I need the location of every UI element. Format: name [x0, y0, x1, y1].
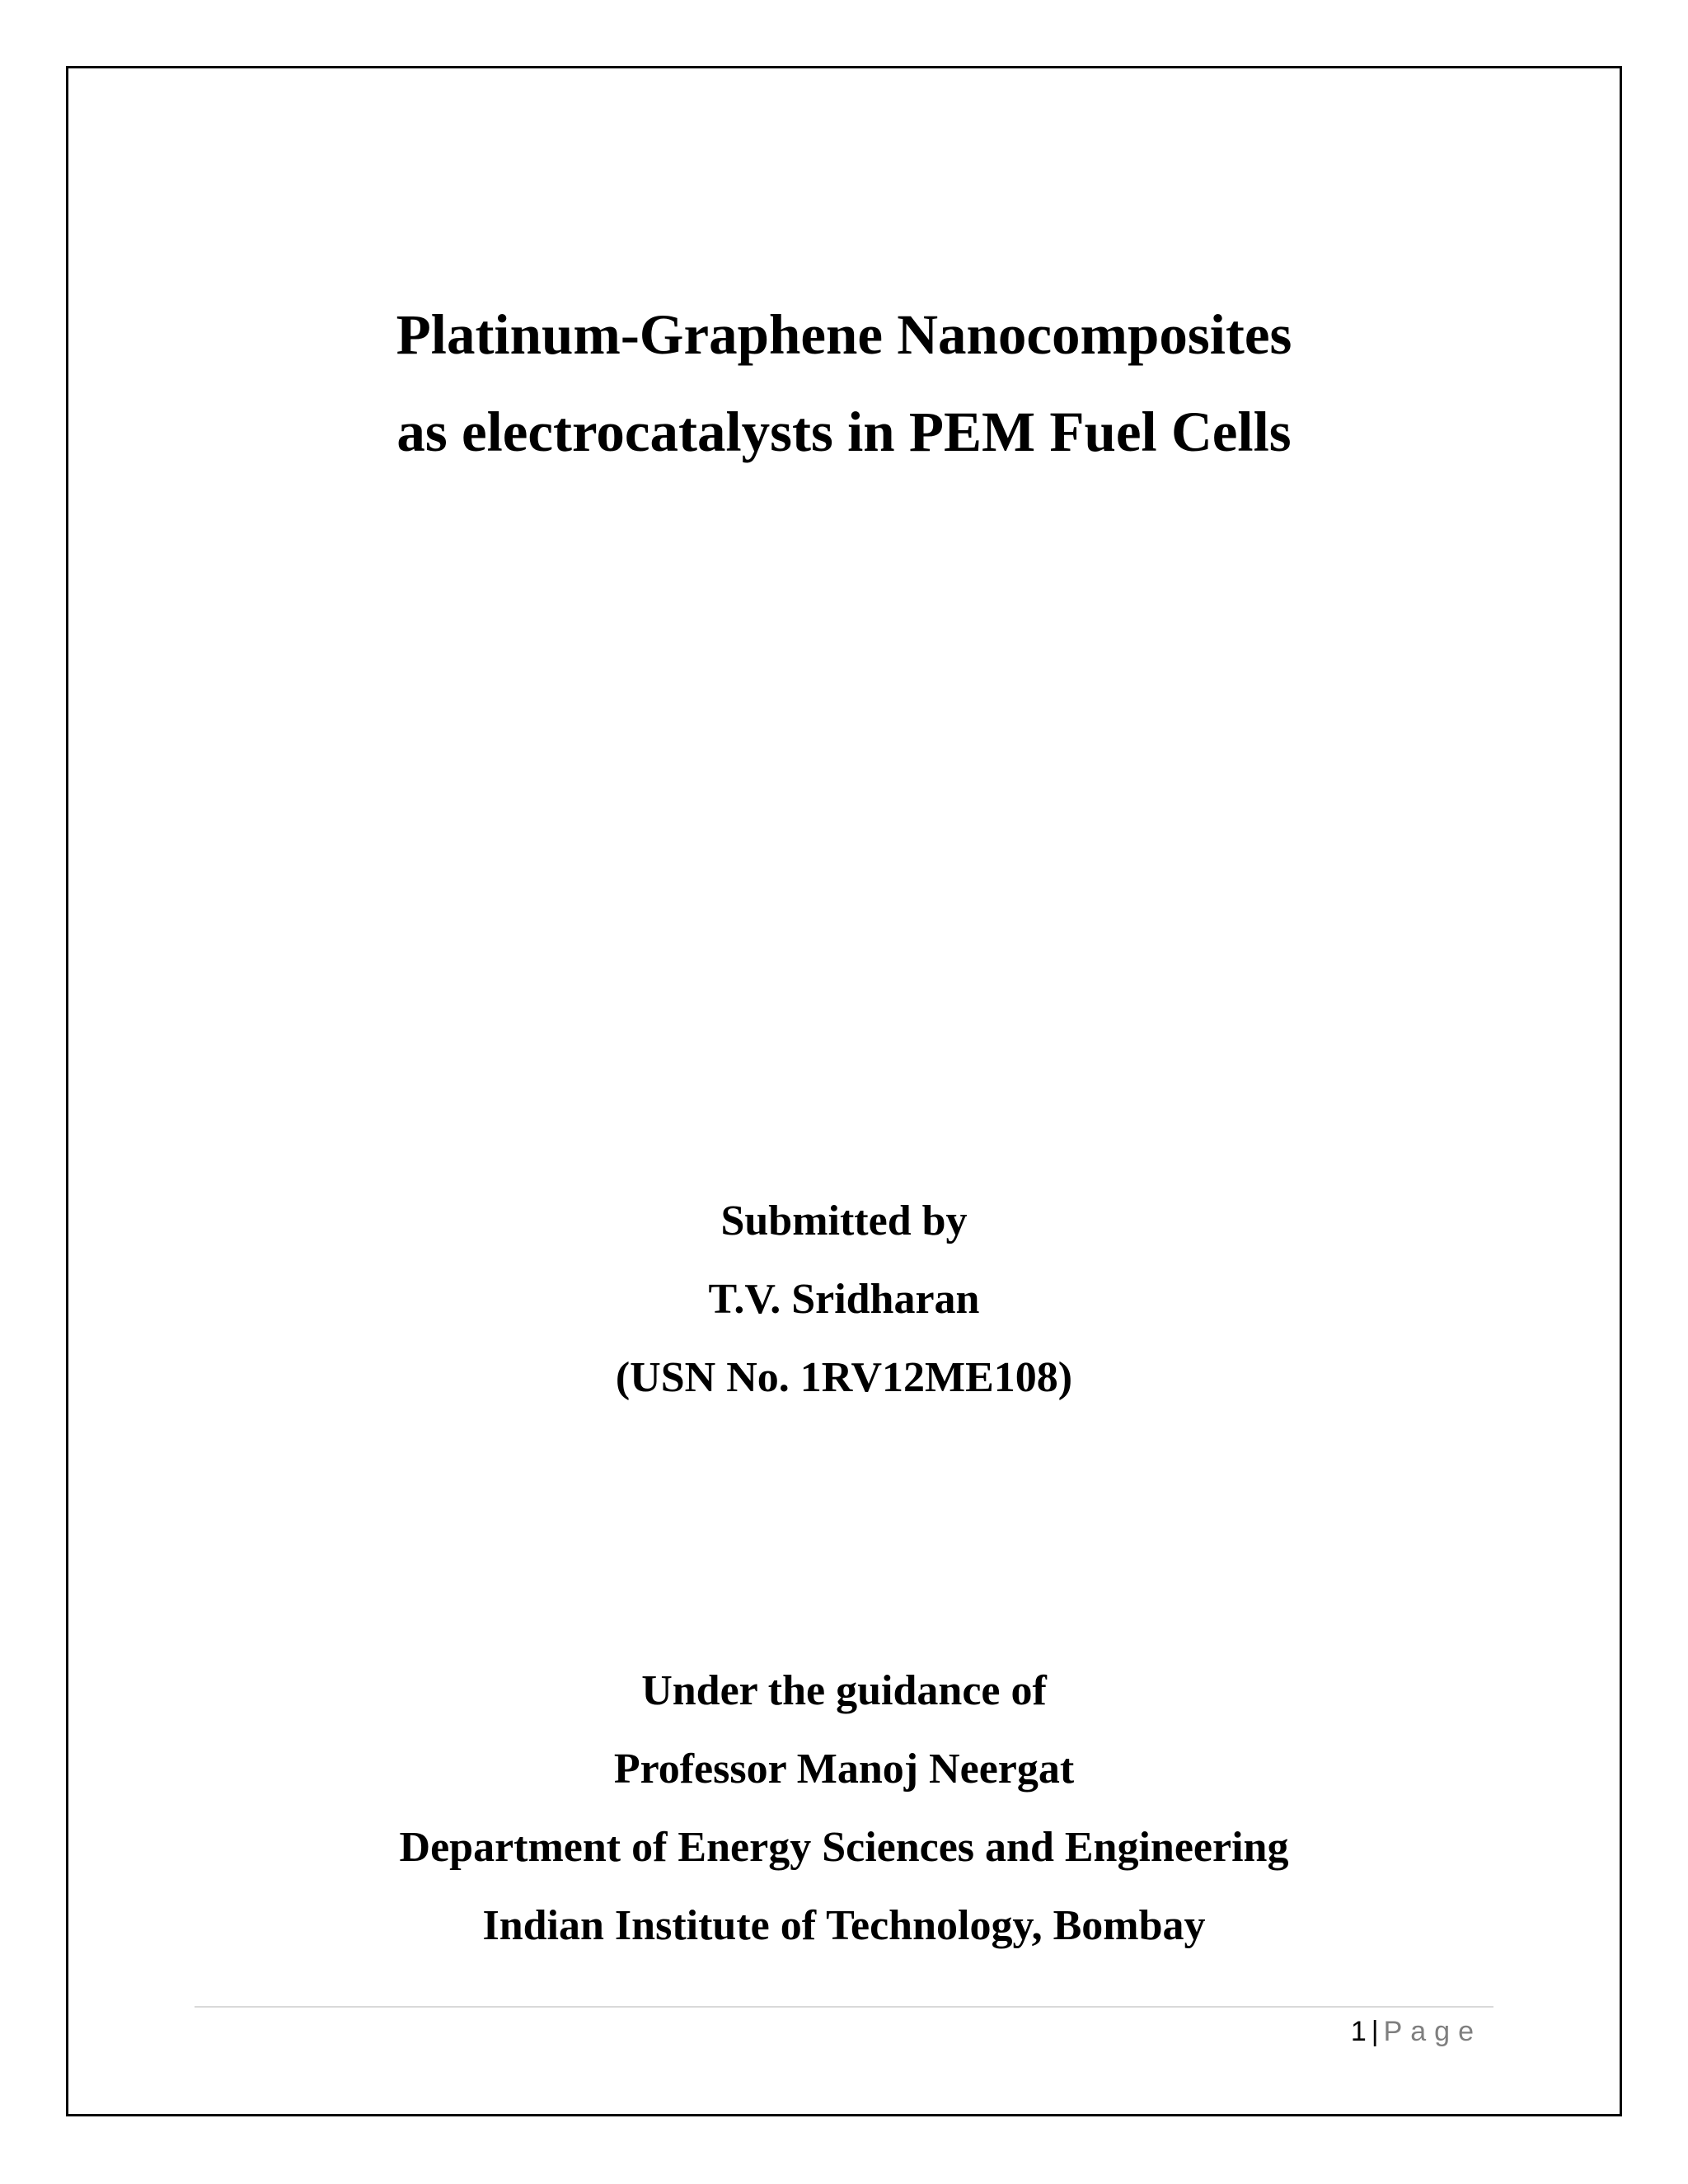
page-separator: |	[1371, 2016, 1379, 2047]
guide-name: Professor Manoj Neergat	[613, 1746, 1075, 1793]
submitted-by-label: Submitted by	[720, 1197, 968, 1244]
author-usn: (USN No. 1RV12ME108)	[615, 1354, 1073, 1401]
guidance-label: Under the guidance of	[641, 1667, 1047, 1714]
department-name: Department of Energy Sciences and Engineering	[399, 1824, 1289, 1871]
author-name: T.V. Sridharan	[708, 1276, 980, 1323]
page-footer	[1351, 2018, 1482, 2046]
page-border	[66, 66, 1622, 2116]
footer-divider	[195, 2006, 1493, 2008]
document-title-line-1: Platinum-Graphene Nanocomposites	[396, 303, 1292, 366]
institute-name: Indian Institute of Technology, Bombay	[482, 1902, 1206, 1949]
page-word: Page	[1383, 2016, 1482, 2047]
document-title-line-2: as electrocatalysts in PEM Fuel Cells	[396, 401, 1292, 463]
page-number: 1	[1350, 2016, 1367, 2047]
